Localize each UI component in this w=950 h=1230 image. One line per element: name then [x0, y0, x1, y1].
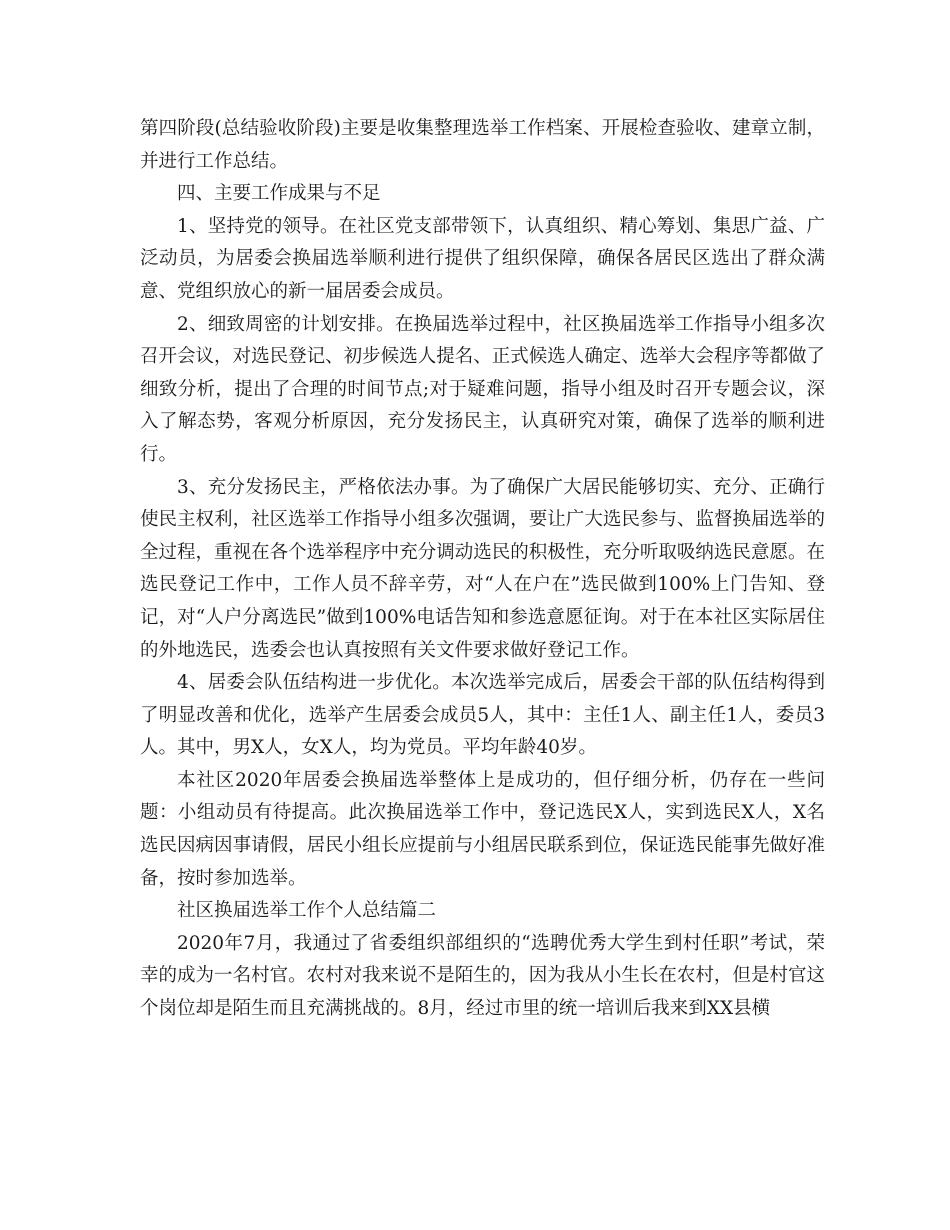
paragraph-stage-four: 第四阶段(总结验收阶段)主要是收集整理选举工作档案、开展检查验收、建章立制，并进行工作总结。 [140, 118, 825, 172]
section-heading-part-two: 社区换届选举工作个人总结篇二 [177, 900, 437, 922]
paragraph-point-1: 1、坚持党的领导。在社区党支部带领下，认真组织、精心筹划、集思广益、广泛动员，为居委会换届选举顺利进行提供了组织保障，确保各居民区选出了群众满意、党组织放心的新一届居委会成员。 [140, 215, 825, 302]
paragraph-part-two-intro: 2020年7月，我通过了省委组织部组织的“选聘优秀大学生到村任职”考试，荣幸的成为一名村官。农村对我来说不是陌生的，因为我从小生长在农村，但是村官这个岗位却是陌生而且充满挑战的。8月，经过市里的统一培训后我来到XX县横 [140, 932, 825, 1020]
paragraph-point-3: 3、充分发扬民主，严格依法办事。为了确保广大居民能够切实、充分、正确行使民主权利，社区选举工作指导小组多次强调，要让广大选民参与、监督换届选举的全过程，重视在各个选举程序中充分调动选民的积极性，充分听取吸纳选民意愿。在选民登记工作中，工作人员不辞辛劳，对“人在户在”选民做到100%上门告知、登记，对“人户分离选民”做到100%电话告知和参选意愿征询。对于在本社区实际居住的外地选民，选委会也认真按照有关文件要求做好登记工作。 [140, 476, 825, 661]
document-page [140, 113, 825, 1026]
section-heading-results: 四、主要工作成果与不足 [177, 183, 381, 205]
paragraph-shortcomings: 本社区2020年居委会换届选举整体上是成功的，但仔细分析，仍存在一些问题：小组动员有待提高。此次换届选举工作中，登记选民X人，实到选民X人，X名选民因病因事请假，居民小组长应提前与小组居民联系到位，保证选民能事先做好准备，按时参加选举。 [140, 769, 825, 889]
paragraph-point-2: 2、细致周密的计划安排。在换届选举过程中，社区换届选举工作指导小组多次召开会议，对选民登记、初步候选人提名、正式候选人确定、选举大会程序等都做了细致分析，提出了合理的时间节点;对于疑难问题，指导小组及时召开专题会议，深入了解态势，客观分析原因，充分发扬民主，认真研究对策，确保了选举的顺利进行。 [140, 313, 825, 465]
paragraph-point-4: 4、居委会队伍结构进一步优化。本次选举完成后，居委会干部的队伍结构得到了明显改善和优化，选举产生居委会成员5人，其中：主任1人、副主任1人，委员3人。其中，男X人，女X人，均为党员。平均年龄40岁。 [140, 672, 825, 759]
